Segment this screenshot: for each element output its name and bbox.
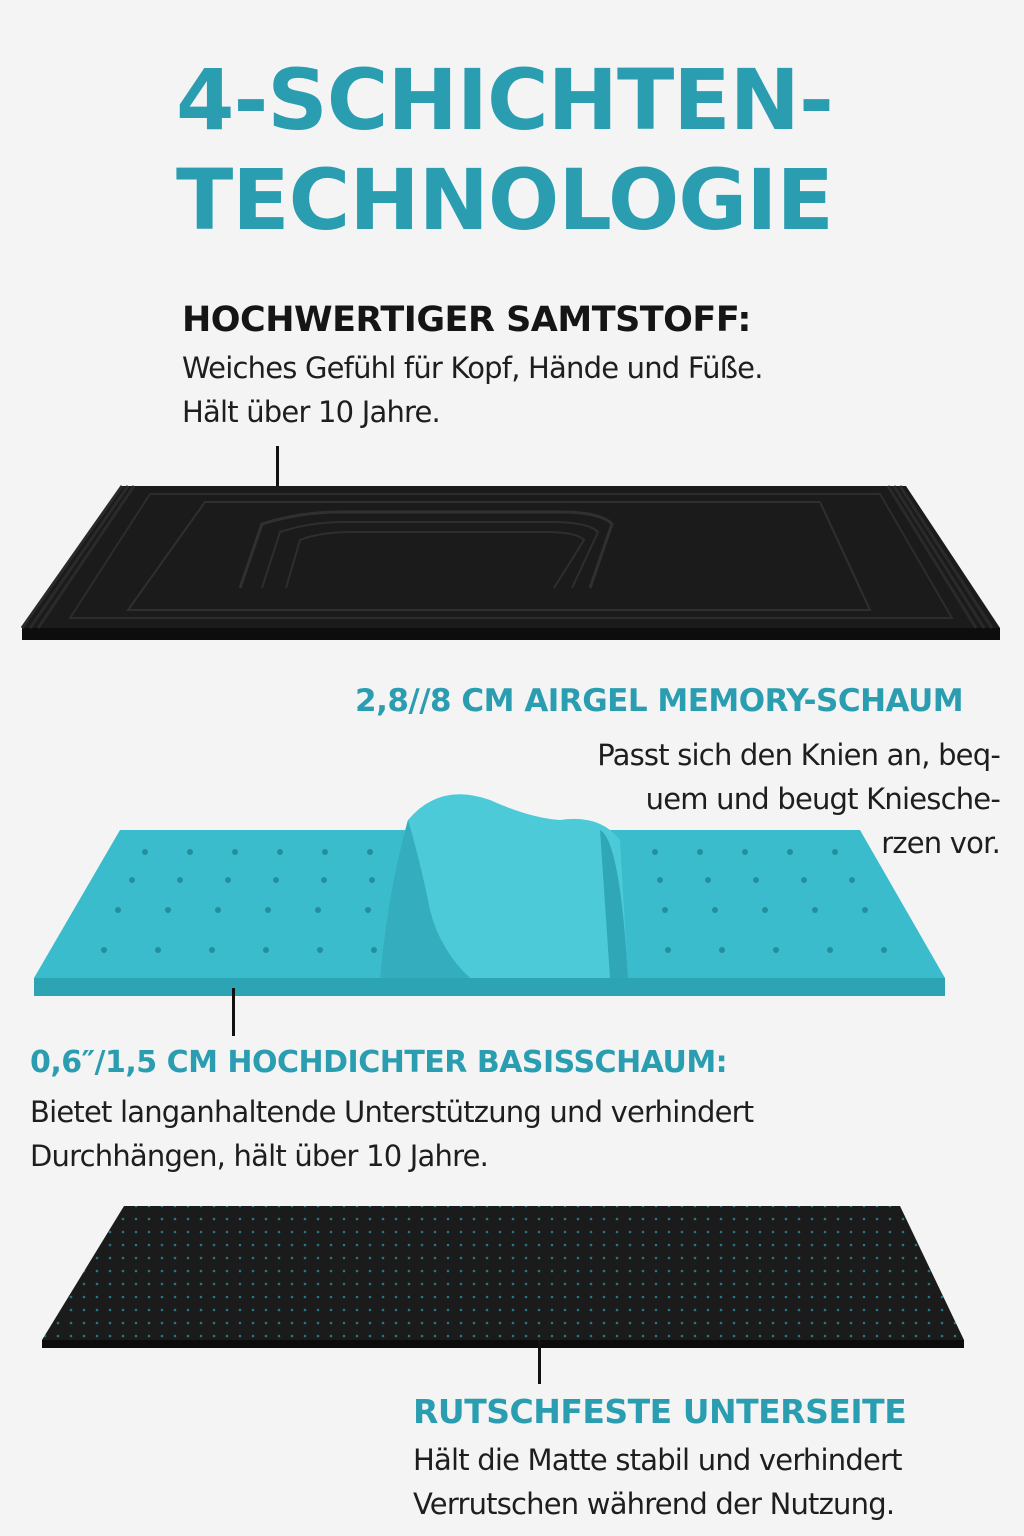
velvet-description <box>182 346 763 434</box>
base-foam-line-2: Durchhängen, hält über 10 Jahre. <box>30 1139 489 1173</box>
memory-foam-heading: 2,8//8 CM AIRGEL MEMORY-SCHAUM <box>355 683 964 719</box>
base-foam-description <box>30 1090 753 1178</box>
memory-foam-line-1: Passt sich den Knien an, beq- <box>597 738 1000 772</box>
non-slip-mat-illustration <box>0 1200 1024 1360</box>
title-line-1: 4-SCHICHTEN- <box>176 51 833 149</box>
memory-foam-line-3: rzen vor. <box>881 826 1000 860</box>
non-slip-heading: RUTSCHFESTE UNTERSEITE <box>413 1392 907 1431</box>
velvet-line-2: Hält über 10 Jahre. <box>182 395 440 429</box>
memory-foam-line-2: uem und beugt Kniesche- <box>645 782 1000 816</box>
non-slip-description <box>413 1438 902 1526</box>
memory-foam-illustration <box>0 800 1024 1000</box>
velvet-heading: HOCHWERTIGER SAMTSTOFF: <box>182 300 751 340</box>
non-slip-leader-line <box>538 1340 541 1384</box>
non-slip-line-1: Hält die Matte stabil und verhindert <box>413 1443 902 1477</box>
non-slip-line-2: Verrutschen während der Nutzung. <box>413 1487 895 1521</box>
base-foam-line-1: Bietet langanhaltende Unterstützung und verhindert <box>30 1095 754 1129</box>
title-line-2: TECHNOLOGIE <box>176 151 833 249</box>
page-title <box>176 50 833 250</box>
base-foam-leader-line <box>232 988 235 1036</box>
velvet-line-1: Weiches Gefühl für Kopf, Hände und Füße. <box>182 351 763 385</box>
base-foam-heading: 0,6″/1,5 CM HOCHDICHTER BASISSCHAUM: <box>30 1045 728 1080</box>
velvet-mat-illustration <box>0 478 1024 658</box>
